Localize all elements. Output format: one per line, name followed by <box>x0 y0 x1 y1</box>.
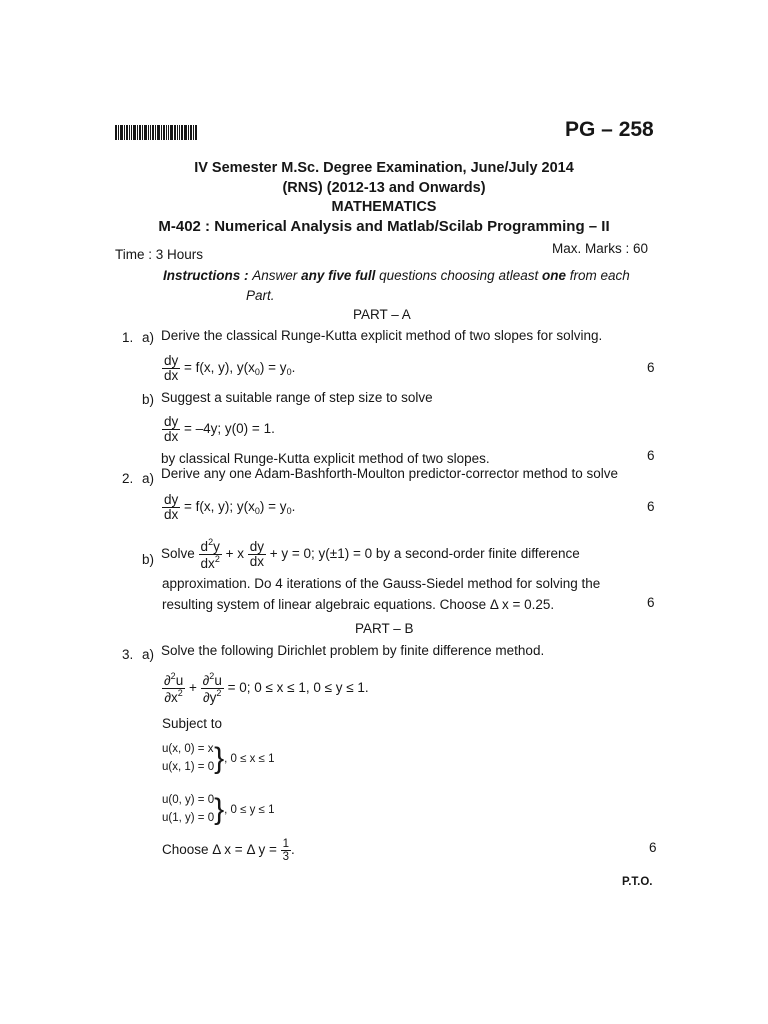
time-label: Time : 3 Hours <box>115 247 204 262</box>
q2-number: 2. <box>122 471 134 486</box>
q1a-marks: 6 <box>647 360 655 375</box>
q3a-label: a) <box>142 647 155 662</box>
q3a-marks: 6 <box>649 840 657 855</box>
q2b-equation: Solve $\frac{d^2y}{dx^2}$ + x $\frac{dy}{dx}$ + y = 0; y(±1) = 0 by a second-order finite difference <box>161 537 580 572</box>
paper-code: PG – 258 <box>565 118 654 141</box>
q3a-bc-y: u(0, y) = 0 u(1, y) = 0 } , 0 ≤ y ≤ 1 <box>162 792 275 826</box>
exam-title: IV Semester M.Sc. Degree Examination, June/July 2014 <box>194 160 574 176</box>
q2a-equation: $\frac{dy}{dx}$ = f(x, y); $y(x_0) = y_0$. <box>164 492 296 523</box>
q3a-text: Solve the following Dirichlet problem by finite difference method. <box>161 643 545 658</box>
max-marks-label: Max. Marks : 60 <box>552 241 649 256</box>
course-title: M-402 : Numerical Analysis and Matlab/Scilab Programming – II <box>158 218 610 235</box>
instructions: Instructions : Answer any five full questions choosing atleast one from each <box>163 268 630 283</box>
instructions-cont: Part. <box>246 288 275 303</box>
subject-title: MATHEMATICS <box>331 199 437 215</box>
q2b-marks: 6 <box>647 595 655 610</box>
q1b-text-cont: by classical Runge-Kutta explicit method of two slopes. <box>161 451 490 466</box>
q1a-equation: $\frac{dy}{dx}$ = f(x, y), $y(x_0) = y_0$. <box>164 353 296 384</box>
pto-label: P.T.O. <box>622 876 653 888</box>
q3a-subject-to: Subject to <box>162 716 223 731</box>
barcode <box>115 125 201 140</box>
q1b-equation: $\frac{dy}{dx}$ = –4y; y(0) = 1. <box>164 414 275 445</box>
q1a-label: a) <box>142 330 155 345</box>
instructions-label: Instructions : <box>163 268 249 283</box>
q2b-text-line3: resulting system of linear algebraic equations. Choose Δ x = 0.25. <box>162 597 555 612</box>
q3a-bc-x: u(x, 0) = x u(x, 1) = 0 } , 0 ≤ x ≤ 1 <box>162 741 275 775</box>
q1b-label: b) <box>142 392 155 407</box>
q3-number: 3. <box>122 647 134 662</box>
q2b-label: b) <box>142 552 155 567</box>
q2a-marks: 6 <box>647 499 655 514</box>
part-a-heading: PART – A <box>353 307 411 322</box>
scheme-line: (RNS) (2012-13 and Onwards) <box>282 180 486 196</box>
q3a-pde: $\frac{\partial^2u}{\partial x^2}$ + $\frac{\partial^2u}{\partial y^2}$ = 0; 0 ≤ x ≤ 1, 0 ≤ y ≤ 1. <box>164 671 369 706</box>
q2a-text: Derive any one Adam-Bashforth-Moulton predictor-corrector method to solve <box>161 466 618 481</box>
q3a-choose: Choose Δ x = Δ y = $\frac{1}{3}$ . <box>162 838 295 864</box>
q1a-text: Derive the classical Runge-Kutta explicit method of two slopes for solving. <box>161 328 603 343</box>
q1b-marks: 6 <box>647 448 655 463</box>
part-b-heading: PART – B <box>355 621 414 636</box>
q2a-label: a) <box>142 471 155 486</box>
q1-number: 1. <box>122 330 134 345</box>
q2b-text-line2: approximation. Do 4 iterations of the Gauss-Siedel method for solving the <box>162 576 601 591</box>
q1b-text: Suggest a suitable range of step size to solve <box>161 390 433 405</box>
